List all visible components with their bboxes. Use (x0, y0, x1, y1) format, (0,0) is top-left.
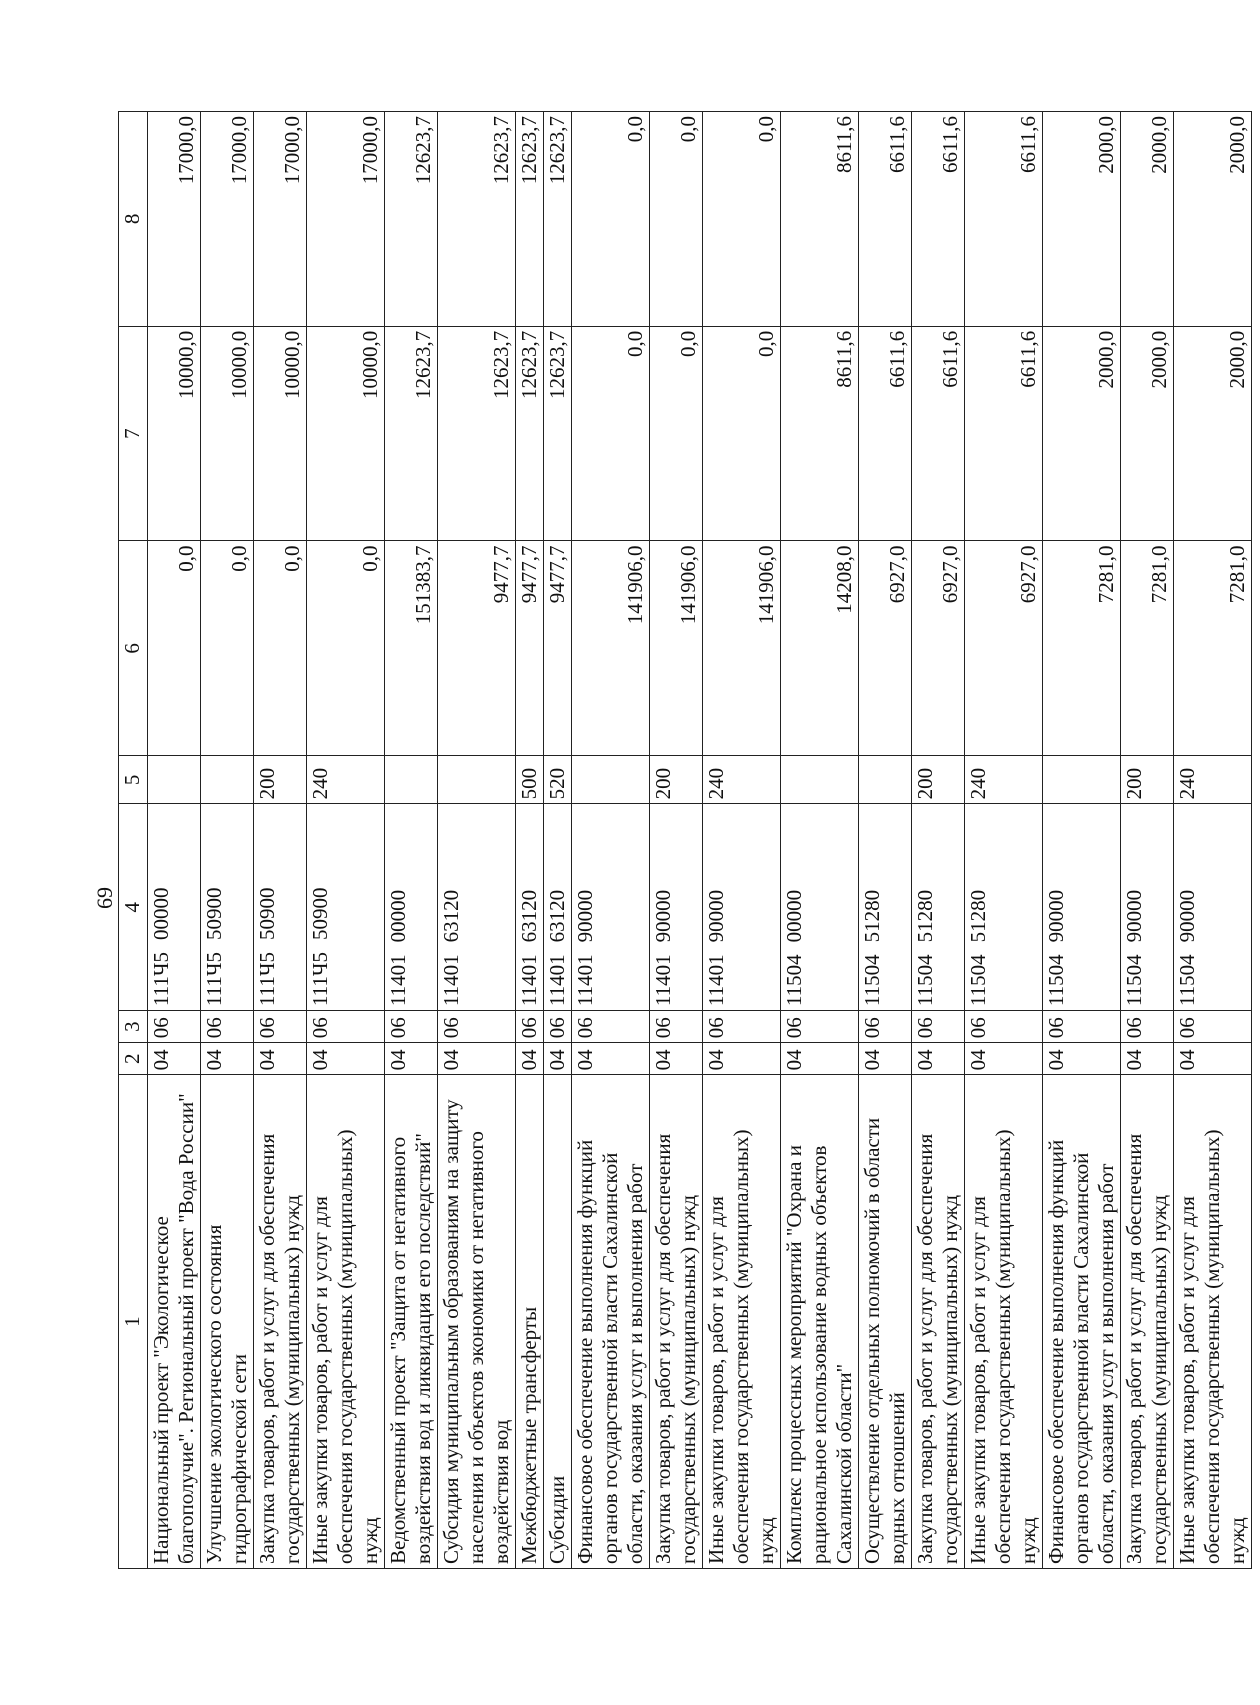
target-article-direction: 50900 (255, 887, 279, 940)
target-article-cell (703, 804, 781, 1011)
target-article-code (202, 888, 226, 1007)
table-row (385, 112, 438, 1569)
amount-col6-cell: 9477,7 (544, 541, 572, 756)
expense-type-cell: 240 (965, 756, 1043, 804)
section-cell: 04 (1174, 1043, 1252, 1075)
row-name-cell: Улучшение экологического состояния гидрографической сети (201, 1075, 254, 1569)
table-row (965, 112, 1043, 1569)
target-article-program: 11401 (517, 954, 541, 1007)
expense-type-cell: 240 (1174, 756, 1252, 804)
expense-type-cell (859, 756, 912, 804)
subsection-cell: 06 (703, 1011, 781, 1043)
row-name-cell: Ведомственный проект "Защита от негативного воздействия вод и ликвидация его последствий" (385, 1075, 438, 1569)
row-name-cell: Субсидии (544, 1075, 572, 1569)
target-article-program: 11504 (860, 954, 884, 1007)
target-article-cell (912, 804, 965, 1011)
amount-col7-cell: 6611,6 (859, 326, 912, 541)
amount-col7-cell: 2000,0 (1174, 326, 1252, 541)
row-name-cell: Закупка товаров, работ и услуг для обеспечения государственных (муниципальных) нужд (912, 1075, 965, 1569)
expense-type-cell: 520 (544, 756, 572, 804)
amount-col8-cell: 6611,6 (912, 112, 965, 327)
section-cell: 04 (307, 1043, 385, 1075)
target-article-program: 11504 (1122, 954, 1146, 1007)
subsection-cell: 06 (201, 1011, 254, 1043)
section-cell: 04 (254, 1043, 307, 1075)
target-article-program: 111Ч5 (255, 952, 279, 1007)
section-cell: 04 (703, 1043, 781, 1075)
target-article-direction: 90000 (1175, 889, 1199, 943)
table-body (148, 112, 1252, 1569)
amount-col7-cell: 8611,6 (781, 326, 859, 541)
target-article-direction: 00000 (149, 887, 173, 940)
expense-type-cell: 200 (1121, 756, 1174, 804)
row-name-cell: Закупка товаров, работ и услуг для обеспечения государственных (муниципальных) нужд (650, 1075, 703, 1569)
amount-col6-cell: 14208,0 (781, 541, 859, 756)
target-article-cell (385, 804, 438, 1011)
row-name-cell: Межбюджетные трансферты (516, 1075, 544, 1569)
expense-type-cell: 200 (650, 756, 703, 804)
target-article-direction: 63120 (439, 889, 463, 943)
amount-col7-cell: 10000,0 (148, 326, 201, 541)
expense-type-cell (201, 756, 254, 804)
amount-col7-cell: 12623,7 (544, 326, 572, 541)
subsection-cell: 06 (781, 1011, 859, 1043)
row-name-cell: Финансовое обеспечение выполнения функций органов государственной власти Сахалинской области, оказания услуг и выполнения работ (1043, 1075, 1121, 1569)
expense-type-cell: 240 (703, 756, 781, 804)
subsection-cell: 06 (385, 1011, 438, 1043)
amount-col6-cell: 7281,0 (1043, 541, 1121, 756)
target-article-cell (1174, 804, 1252, 1011)
row-name-cell: Осуществление отдельных полномочий в области водных отношений (859, 1075, 912, 1569)
amount-col8-cell: 12623,7 (385, 112, 438, 327)
subsection-cell: 06 (254, 1011, 307, 1043)
amount-col8-cell: 17000,0 (254, 112, 307, 327)
target-article-program: 11401 (704, 954, 728, 1007)
target-article-cell (438, 804, 516, 1011)
target-article-code (860, 890, 884, 1006)
table-row (781, 112, 859, 1569)
target-article-direction: 00000 (386, 889, 410, 943)
section-cell: 04 (965, 1043, 1043, 1075)
column-header: 4 (119, 804, 148, 1011)
expense-type-cell: 240 (307, 756, 385, 804)
amount-col6-cell: 7281,0 (1174, 541, 1252, 756)
column-header: 8 (119, 112, 148, 327)
table-row (254, 112, 307, 1569)
target-article-cell (650, 804, 703, 1011)
target-article-code (386, 890, 410, 1006)
target-article-program: 11504 (782, 954, 806, 1007)
subsection-cell: 06 (438, 1011, 516, 1043)
target-article-code (308, 888, 332, 1007)
target-article-code (573, 890, 597, 1006)
target-article-program: 11401 (651, 954, 675, 1007)
amount-col6-cell: 9477,7 (516, 541, 544, 756)
row-name-cell: Иные закупки товаров, работ и услуг для обеспечения государственных (муниципальных) нужд (307, 1075, 385, 1569)
section-cell: 04 (1043, 1043, 1121, 1075)
target-article-direction: 00000 (782, 889, 806, 943)
amount-col8-cell: 12623,7 (516, 112, 544, 327)
amount-col8-cell: 6611,6 (859, 112, 912, 327)
amount-col6-cell: 0,0 (254, 541, 307, 756)
amount-col8-cell: 17000,0 (307, 112, 385, 327)
target-article-code (517, 890, 541, 1006)
amount-col8-cell: 17000,0 (148, 112, 201, 327)
target-article-direction: 90000 (573, 889, 597, 943)
target-article-direction: 63120 (517, 889, 541, 943)
amount-col8-cell: 0,0 (650, 112, 703, 327)
expense-type-cell (148, 756, 201, 804)
subsection-cell: 06 (912, 1011, 965, 1043)
target-article-cell (254, 804, 307, 1011)
row-name-cell: Иные закупки товаров, работ и услуг для обеспечения государственных (муниципальных) нужд (703, 1075, 781, 1569)
subsection-cell: 06 (1043, 1011, 1121, 1043)
column-header: 1 (119, 1075, 148, 1569)
target-article-direction: 90000 (704, 889, 728, 943)
table-row (1174, 112, 1252, 1569)
target-article-direction: 51280 (966, 889, 990, 943)
section-cell: 04 (516, 1043, 544, 1075)
target-article-program: 11504 (913, 954, 937, 1007)
target-article-code (651, 890, 675, 1006)
target-article-code (439, 890, 463, 1006)
target-article-program: 11504 (1044, 954, 1068, 1007)
target-article-code (704, 890, 728, 1006)
amount-col6-cell: 141906,0 (650, 541, 703, 756)
amount-col7-cell: 10000,0 (307, 326, 385, 541)
row-name-cell: Иные закупки товаров, работ и услуг для обеспечения государственных (муниципальных) нужд (1174, 1075, 1252, 1569)
column-header: 7 (119, 326, 148, 541)
amount-col6-cell: 6927,0 (859, 541, 912, 756)
target-article-program: 11504 (966, 954, 990, 1007)
expense-type-cell (385, 756, 438, 804)
amount-col6-cell: 151383,7 (385, 541, 438, 756)
section-cell: 04 (912, 1043, 965, 1075)
section-cell: 04 (148, 1043, 201, 1075)
target-article-program: 111Ч5 (202, 952, 226, 1007)
amount-col8-cell: 12623,7 (438, 112, 516, 327)
amount-col7-cell: 12623,7 (516, 326, 544, 541)
expense-type-cell: 500 (516, 756, 544, 804)
amount-col7-cell: 6611,6 (912, 326, 965, 541)
amount-col8-cell: 6611,6 (965, 112, 1043, 327)
column-header: 6 (119, 541, 148, 756)
target-article-cell (544, 804, 572, 1011)
target-article-cell (516, 804, 544, 1011)
expense-type-cell (572, 756, 650, 804)
table-row (912, 112, 965, 1569)
column-header: 5 (119, 756, 148, 804)
target-article-cell (781, 804, 859, 1011)
subsection-cell: 06 (859, 1011, 912, 1043)
amount-col7-cell: 2000,0 (1043, 326, 1121, 541)
expense-type-cell (1043, 756, 1121, 804)
target-article-code (1044, 890, 1068, 1006)
target-article-code (149, 888, 173, 1007)
amount-col6-cell: 0,0 (201, 541, 254, 756)
row-name-cell: Финансовое обеспечение выполнения функций органов государственной власти Сахалинской области, оказания услуг и выполнения работ (572, 1075, 650, 1569)
table-row (438, 112, 516, 1569)
target-article-code (782, 890, 806, 1006)
target-article-code (255, 888, 279, 1007)
rotated-page (60, 0, 1260, 1705)
target-article-program: 11504 (1175, 954, 1199, 1007)
target-article-cell (1121, 804, 1174, 1011)
expense-type-cell: 200 (912, 756, 965, 804)
section-cell: 04 (201, 1043, 254, 1075)
target-article-direction: 51280 (860, 889, 884, 943)
subsection-cell: 06 (516, 1011, 544, 1043)
amount-col8-cell: 8611,6 (781, 112, 859, 327)
subsection-cell: 06 (544, 1011, 572, 1043)
target-article-cell (201, 804, 254, 1011)
section-cell: 04 (650, 1043, 703, 1075)
target-article-direction: 90000 (651, 889, 675, 943)
target-article-program: 11401 (386, 954, 410, 1007)
amount-col7-cell: 0,0 (703, 326, 781, 541)
subsection-cell: 06 (650, 1011, 703, 1043)
amount-col7-cell: 12623,7 (438, 326, 516, 541)
target-article-code (966, 890, 990, 1006)
amount-col8-cell: 2000,0 (1121, 112, 1174, 327)
amount-col7-cell: 0,0 (572, 326, 650, 541)
target-article-program: 111Ч5 (149, 952, 173, 1007)
subsection-cell: 06 (572, 1011, 650, 1043)
subsection-cell: 06 (965, 1011, 1043, 1043)
target-article-program: 111Ч5 (308, 952, 332, 1007)
target-article-program: 11401 (545, 954, 569, 1007)
column-header: 2 (119, 1043, 148, 1075)
table-row (703, 112, 781, 1569)
table-row (859, 112, 912, 1569)
amount-col8-cell: 0,0 (572, 112, 650, 327)
row-name-cell: Комплекс процессных мероприятий "Охрана и рациональное использование водных объектов Сахалинской области" (781, 1075, 859, 1569)
amount-col6-cell: 141906,0 (572, 541, 650, 756)
target-article-cell (859, 804, 912, 1011)
amount-col8-cell: 17000,0 (201, 112, 254, 327)
expense-type-cell (438, 756, 516, 804)
target-article-direction: 90000 (1044, 889, 1068, 943)
target-article-code (1175, 890, 1199, 1006)
amount-col6-cell: 6927,0 (912, 541, 965, 756)
row-name-cell: Национальный проект "Экологическое благополучие". Региональный проект "Вода России" (148, 1075, 201, 1569)
target-article-code (1122, 890, 1146, 1006)
amount-col7-cell: 0,0 (650, 326, 703, 541)
target-article-program: 11401 (573, 954, 597, 1007)
table-row (650, 112, 703, 1569)
target-article-code (913, 890, 937, 1006)
subsection-cell: 06 (1174, 1011, 1252, 1043)
target-article-cell (965, 804, 1043, 1011)
expense-type-cell: 200 (254, 756, 307, 804)
target-article-cell (148, 804, 201, 1011)
amount-col8-cell: 2000,0 (1174, 112, 1252, 327)
target-article-direction: 63120 (545, 889, 569, 943)
amount-col6-cell: 141906,0 (703, 541, 781, 756)
amount-col8-cell: 2000,0 (1043, 112, 1121, 327)
row-name-cell: Иные закупки товаров, работ и услуг для обеспечения государственных (муниципальных) нужд (965, 1075, 1043, 1569)
amount-col8-cell: 12623,7 (544, 112, 572, 327)
table-row (148, 112, 201, 1569)
target-article-direction: 51280 (913, 889, 937, 943)
table-row (1121, 112, 1174, 1569)
amount-col6-cell: 0,0 (148, 541, 201, 756)
table-row (516, 112, 544, 1569)
amount-col6-cell: 0,0 (307, 541, 385, 756)
amount-col7-cell: 10000,0 (201, 326, 254, 541)
subsection-cell: 06 (307, 1011, 385, 1043)
row-name-cell: Закупка товаров, работ и услуг для обеспечения государственных (муниципальных) нужд (254, 1075, 307, 1569)
table-row (307, 112, 385, 1569)
section-cell: 04 (859, 1043, 912, 1075)
amount-col7-cell: 6611,6 (965, 326, 1043, 541)
amount-col8-cell: 0,0 (703, 112, 781, 327)
section-cell: 04 (1121, 1043, 1174, 1075)
target-article-cell (1043, 804, 1121, 1011)
target-article-cell (307, 804, 385, 1011)
target-article-cell (572, 804, 650, 1011)
amount-col6-cell: 7281,0 (1121, 541, 1174, 756)
page-number: 69 (92, 887, 117, 909)
table-row (544, 112, 572, 1569)
amount-col7-cell: 12623,7 (385, 326, 438, 541)
amount-col7-cell: 2000,0 (1121, 326, 1174, 541)
section-cell: 04 (385, 1043, 438, 1075)
row-name-cell: Субсидия муниципальным образованиям на защиту населения и объектов экономики от негативного воздействия вод (438, 1075, 516, 1569)
table-row (572, 112, 650, 1569)
row-name-cell: Закупка товаров, работ и услуг для обеспечения государственных (муниципальных) нужд (1121, 1075, 1174, 1569)
table-row (1043, 112, 1121, 1569)
target-article-direction: 50900 (308, 887, 332, 940)
section-cell: 04 (544, 1043, 572, 1075)
subsection-cell: 06 (1121, 1011, 1174, 1043)
budget-table (118, 111, 1252, 1569)
target-article-code (545, 890, 569, 1006)
section-cell: 04 (572, 1043, 650, 1075)
section-cell: 04 (781, 1043, 859, 1075)
column-header: 3 (119, 1011, 148, 1043)
amount-col7-cell: 10000,0 (254, 326, 307, 541)
amount-col6-cell: 6927,0 (965, 541, 1043, 756)
subsection-cell: 06 (148, 1011, 201, 1043)
target-article-program: 11401 (439, 954, 463, 1007)
amount-col6-cell: 9477,7 (438, 541, 516, 756)
section-cell: 04 (438, 1043, 516, 1075)
table-row (201, 112, 254, 1569)
expense-type-cell (781, 756, 859, 804)
target-article-direction: 90000 (1122, 889, 1146, 943)
header-row (119, 112, 148, 1569)
target-article-direction: 50900 (202, 887, 226, 940)
